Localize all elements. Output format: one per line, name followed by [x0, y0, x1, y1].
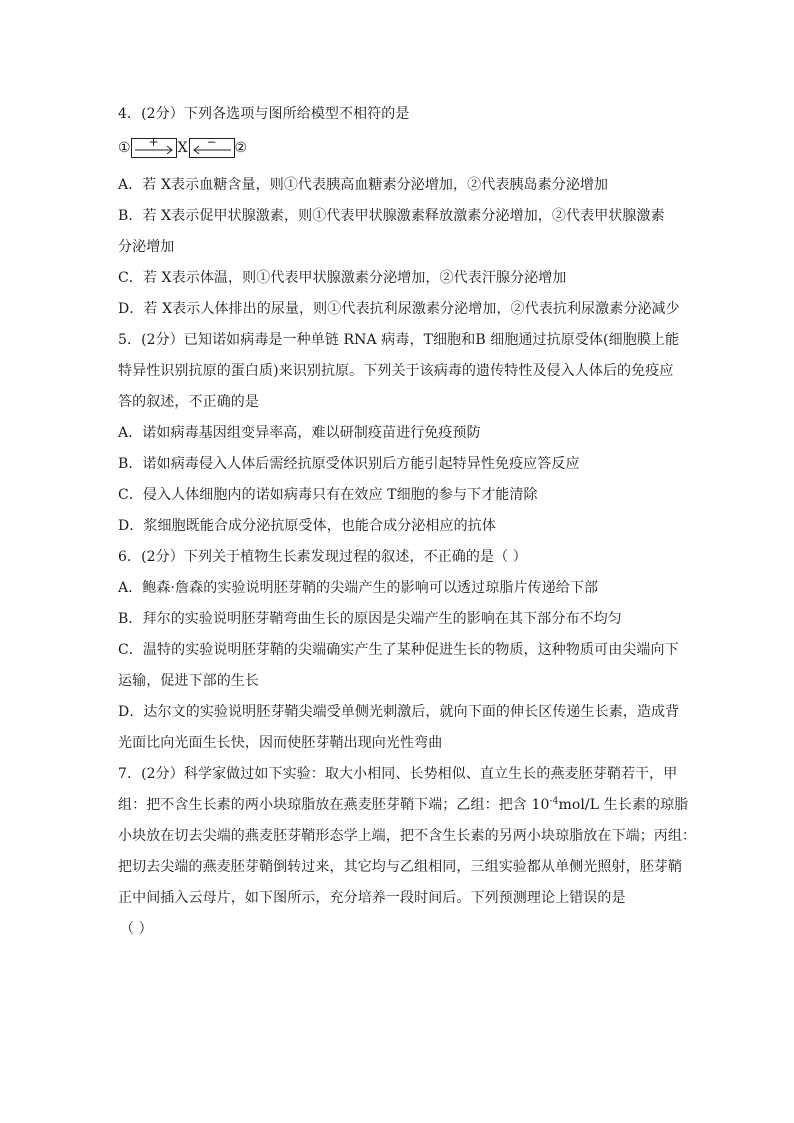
- q7-exponent: -4: [549, 796, 559, 807]
- q4-option-c: C．若 X表示体温，则①代表甲状腺激素分泌增加，②代表汗腺分泌增加: [118, 270, 567, 286]
- q6-option-a: A．鲍森·詹森的实验说明胚芽鞘的尖端产生的影响可以透过琼脂片传递给下部: [118, 580, 599, 596]
- q5-stem-line2: 特异性识别抗原的蛋白质)来识别抗原。下列关于该病毒的遗传特性及侵入人体后的免疫应: [118, 363, 674, 379]
- q7-stem-line1: 7．(2分）科学家做过如下实验：取大小相同、长势相似、直立生长的燕麦胚芽鞘若干，甲: [118, 766, 678, 782]
- q6-option-c-line1: C．温特的实验说明胚芽鞘的尖端确实产生了某种促进生长的物质，这种物质可由尖端向下: [118, 642, 679, 658]
- q4-model-diagram: [118, 137, 247, 159]
- q6-option-b: B．拜尔的实验说明胚芽鞘弯曲生长的原因是尖端产生的影响在其下部分布不均匀: [118, 611, 622, 627]
- left-arrow-icon: [190, 139, 234, 157]
- q4-model-label-1: ①: [118, 140, 131, 156]
- q4-stem: 4．(2分）下列各选项与图所给模型不相符的是: [118, 106, 410, 122]
- q7-stem-line5: 正中间插入云母片，如下图所示，充分培养一段时间后。下列预测理论上错误的是: [118, 890, 626, 906]
- q6-stem: 6．(2分）下列关于植物生长素发现过程的叙述，不正确的是（ ）: [118, 549, 527, 565]
- q6-option-d-line1: D．达尔文的实验说明胚芽鞘尖端受单侧光刺激后，就向下面的伸长区传递生长素，造成背: [118, 704, 680, 720]
- q4-option-a: A．若 X表示血糖含量，则①代表胰高血糖素分泌增加，②代表胰岛素分泌增加: [118, 177, 609, 193]
- q7-answer-parentheses: （ ）: [120, 921, 153, 937]
- q7-stem-line2: [118, 795, 688, 815]
- right-arrow-icon: [132, 139, 176, 157]
- q4-model-x: X: [177, 140, 188, 156]
- q6-option-c-line2: 运输，促进下部的生长: [118, 673, 259, 689]
- q7-stem-line2-part2: mol/L 生长素的琼脂: [558, 797, 689, 813]
- q7-stem-line4: 把切去尖端的燕麦胚芽鞘倒转过来，其它均与乙组相同，三组实验都从单侧光照射，胚芽鞘: [118, 859, 682, 875]
- q5-stem-line1: 5．(2分）已知诺如病毒是一种单链 RNA 病毒，T细胞和B 细胞通过抗原受体(细胞膜上能: [118, 332, 680, 348]
- q5-stem-line3: 答的叙述，不正确的是: [118, 394, 259, 410]
- q4-model-plus-sign: +: [148, 135, 159, 149]
- q5-option-a: A．诺如病毒基因组变异率高，难以研制疫苗进行免疫预防: [118, 425, 481, 441]
- q4-option-b-line1: B．若 X表示促甲状腺激素，则①代表甲状腺激素释放激素分泌增加，②代表甲状腺激素: [118, 208, 665, 224]
- q7-stem-line2-part1: 组：把不含生长素的两小块琼脂放在燕麦胚芽鞘下端；乙组：把含 10: [118, 797, 550, 813]
- q4-option-b-line2: 分泌增加: [118, 239, 175, 255]
- q4-model-minus-arrow: [189, 135, 235, 158]
- q6-option-d-line2: 光面比向光面生长快，因而使胚芽鞘出现向光性弯曲: [118, 735, 443, 751]
- q5-option-d: D．浆细胞既能合成分泌抗原受体，也能合成分泌相应的抗体: [118, 518, 496, 534]
- q4-model-minus-sign: −: [206, 135, 217, 149]
- q4-option-d: D．若 X表示人体排出的尿量，则①代表抗利尿激素分泌增加，②代表抗利尿激素分泌减少: [118, 301, 680, 317]
- q4-model-plus-arrow: [131, 135, 177, 158]
- q7-stem-line3: 小块放在切去尖端的燕麦胚芽鞘形态学上端，把不含生长素的另两小块琼脂放在下端；丙组：: [118, 828, 697, 844]
- q4-model-label-2: ②: [234, 140, 248, 156]
- q5-option-b: B．诺如病毒侵入人体后需经抗原受体识别后方能引起特异性免疫应答反应: [118, 456, 580, 472]
- q5-option-c: C．侵入人体细胞内的诺如病毒只有在效应 T细胞的参与下才能清除: [118, 487, 538, 503]
